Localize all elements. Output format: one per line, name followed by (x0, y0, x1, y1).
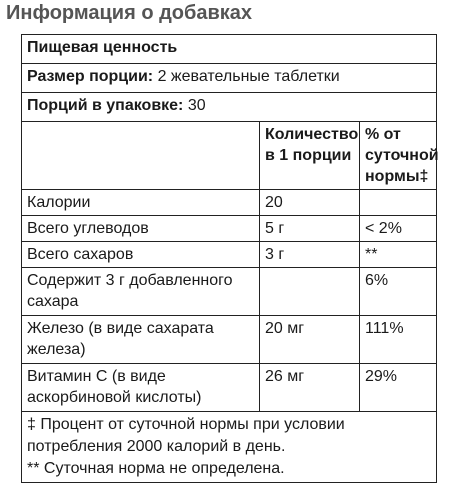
supplement-facts-table (21, 34, 437, 483)
footnote-row (22, 412, 437, 483)
nutrient-name: Всего углеводов (22, 216, 260, 242)
nutrient-amount: 26 мг (260, 364, 360, 412)
nutrient-daily-value: < 2% (360, 216, 437, 242)
nutrient-name: Всего сахаров (22, 242, 260, 268)
nutrient-daily-value: ** (360, 242, 437, 268)
nutrient-name: Калории (22, 190, 260, 216)
table-row (22, 316, 437, 364)
nutrient-daily-value: 6% (360, 268, 437, 316)
serving-size-cell (22, 64, 437, 93)
nutrient-name: Железо (в виде сахарата железа) (22, 316, 260, 364)
serving-size-label: Размер порции: (27, 68, 154, 85)
nutrient-name: Содержит 3 г добавленного сахара (22, 268, 260, 316)
column-header-amount: Количество в 1 порции (260, 122, 360, 190)
table-row (22, 190, 437, 216)
table-row (22, 242, 437, 268)
table-row (22, 216, 437, 242)
servings-per-container-label: Порций в упаковке: (27, 97, 184, 114)
table-row (22, 268, 437, 316)
footnote-not-established: ** Суточная норма не определена. (27, 460, 285, 477)
serving-size-row (22, 64, 437, 93)
column-header-row (22, 122, 437, 190)
facts-title: Пищевая ценность (27, 39, 178, 56)
nutrient-amount: 3 г (260, 242, 360, 268)
nutrient-daily-value: 29% (360, 364, 437, 412)
facts-title-row (22, 35, 437, 64)
page-title: Информация о добавках (6, 2, 253, 24)
footnote-cell (22, 412, 437, 483)
nutrient-amount: 20 мг (260, 316, 360, 364)
nutrient-amount (260, 268, 360, 316)
footnote-daily-value-line-1: ‡ Процент от суточной нормы при условии (27, 416, 345, 433)
nutrient-daily-value: 111% (360, 316, 437, 364)
column-header-daily-value: % от суточной нормы‡ (360, 122, 437, 190)
column-header-empty (22, 122, 260, 190)
nutrient-amount: 20 (260, 190, 360, 216)
nutrient-name: Витамин С (в виде аскорбиновой кислоты) (22, 364, 260, 412)
servings-per-container-row (22, 93, 437, 122)
table-row (22, 364, 437, 412)
servings-per-container-cell (22, 93, 437, 122)
footnote-daily-value-line-2: потребления 2000 калорий в день. (27, 438, 286, 455)
servings-per-container-value: 30 (187, 97, 206, 114)
serving-size-value: 2 жевательные таблетки (157, 68, 340, 85)
facts-title-cell (22, 35, 437, 64)
nutrient-amount: 5 г (260, 216, 360, 242)
nutrient-daily-value (360, 190, 437, 216)
